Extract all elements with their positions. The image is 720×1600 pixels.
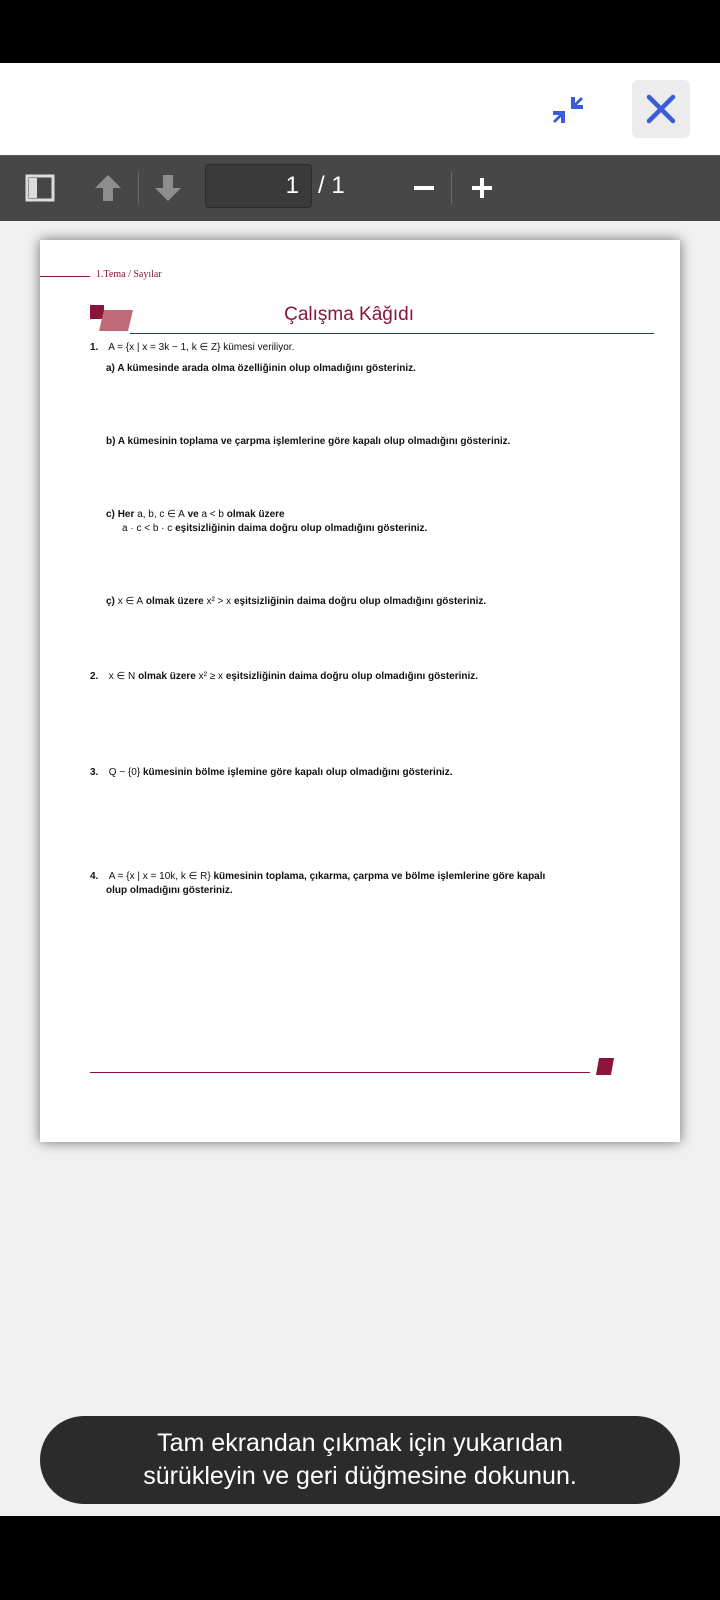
sub-label: ç) xyxy=(106,596,115,607)
question-text: A kümesinde arada olma özelliğinin olup olmadığını gösteriniz. xyxy=(117,363,416,374)
question-2 xyxy=(90,670,478,683)
zoom-out-button[interactable] xyxy=(404,168,444,208)
zoom-in-button[interactable] xyxy=(462,168,502,208)
question-1a xyxy=(106,362,416,375)
question-text: kümesinin bölme işlemine göre kapalı olup olmadığını gösteriniz. xyxy=(142,767,453,778)
question-text: ve xyxy=(187,509,199,520)
previous-page-button[interactable] xyxy=(88,168,128,208)
next-page-button[interactable] xyxy=(148,168,188,208)
fullscreen-toast xyxy=(40,1416,680,1504)
question-text: olmak üzere xyxy=(145,596,204,607)
worksheet-title: Çalışma Kâğıdı xyxy=(284,304,414,325)
question-4 xyxy=(90,870,545,883)
toast-line-2: sürükleyin ve geri düğmesine dokunun. xyxy=(143,1462,577,1490)
question-text: olmak üzere xyxy=(138,671,196,682)
page-header: 1.Tema / Sayılar xyxy=(96,269,162,280)
math-expression: A = {x | x = 3k − 1, k ∈ Z} xyxy=(108,342,221,353)
question-1 xyxy=(90,341,294,354)
math-expression: a · c < b · c xyxy=(122,523,173,534)
math-expression: x² > x xyxy=(206,596,232,607)
pdf-toolbar xyxy=(0,155,720,221)
question-text: kümesi veriliyor. xyxy=(223,342,295,353)
sidebar-toggle-icon xyxy=(25,174,55,202)
math-expression: a < b xyxy=(201,509,224,520)
footer-decoration xyxy=(596,1058,614,1075)
math-expression: A = {x | x = 10k, k ∈ R} xyxy=(108,871,211,882)
question-3 xyxy=(90,766,453,779)
sub-label: c) xyxy=(106,509,115,520)
math-expression: x ∈ N xyxy=(108,671,136,682)
question-number: 1. xyxy=(90,342,99,353)
question-4-line2 xyxy=(106,884,233,897)
sidebar-toggle-button[interactable] xyxy=(22,170,58,206)
close-icon xyxy=(645,93,677,125)
question-number: 3. xyxy=(90,767,99,778)
math-expression: Q − {0} xyxy=(108,767,141,778)
toast-line-1: Tam ekrandan çıkmak için yukarıdan xyxy=(157,1429,563,1457)
math-expression: a, b, c ∈ A xyxy=(137,509,185,520)
sub-label: a) xyxy=(106,363,115,374)
question-1d xyxy=(106,595,486,608)
navigation-bar xyxy=(0,1516,720,1600)
question-text: olmak üzere xyxy=(226,509,285,520)
minus-icon xyxy=(412,176,436,200)
question-1c-line2 xyxy=(122,522,427,535)
top-bar xyxy=(0,63,720,155)
question-1c xyxy=(106,508,285,521)
math-expression: x ∈ A xyxy=(117,596,144,607)
question-number: 2. xyxy=(90,671,99,682)
title-rule xyxy=(130,333,654,334)
status-bar xyxy=(0,0,720,63)
question-text: kümesinin toplama, çıkarma, çarpma ve bölme işlemlerine göre kapalı xyxy=(213,871,546,882)
footer-rule xyxy=(90,1072,590,1073)
question-text: A kümesinin toplama ve çarpma işlemlerine göre kapalı olup olmadığını gösteriniz. xyxy=(117,436,511,447)
up-arrow-icon xyxy=(93,173,123,203)
sub-label: b) xyxy=(106,436,116,447)
toolbar-separator xyxy=(451,172,452,204)
page-total-label: / 1 xyxy=(318,172,345,199)
pdf-page[interactable] xyxy=(40,240,680,1142)
close-button[interactable] xyxy=(632,80,690,138)
question-text: olup olmadığını gösteriniz. xyxy=(106,885,233,896)
question-number: 4. xyxy=(90,871,99,882)
question-text: eşitsizliğinin daima doğru olup olmadığını gösteriniz. xyxy=(233,596,487,607)
math-expression: x² ≥ x xyxy=(198,671,224,682)
question-text: eşitsizliğinin daima doğru olup olmadığını gösteriniz. xyxy=(175,523,428,534)
question-text: Her xyxy=(117,509,135,520)
header-rule xyxy=(40,276,90,277)
down-arrow-icon xyxy=(153,173,183,203)
plus-icon xyxy=(470,176,494,200)
page-number-input[interactable]: 1 xyxy=(205,164,312,208)
toolbar-separator xyxy=(138,172,139,204)
exit-fullscreen-button[interactable] xyxy=(546,88,590,132)
question-text: eşitsizliğinin daima doğru olup olmadığını gösteriniz. xyxy=(225,671,479,682)
question-1b xyxy=(106,435,510,448)
exit-fullscreen-icon xyxy=(551,93,585,127)
